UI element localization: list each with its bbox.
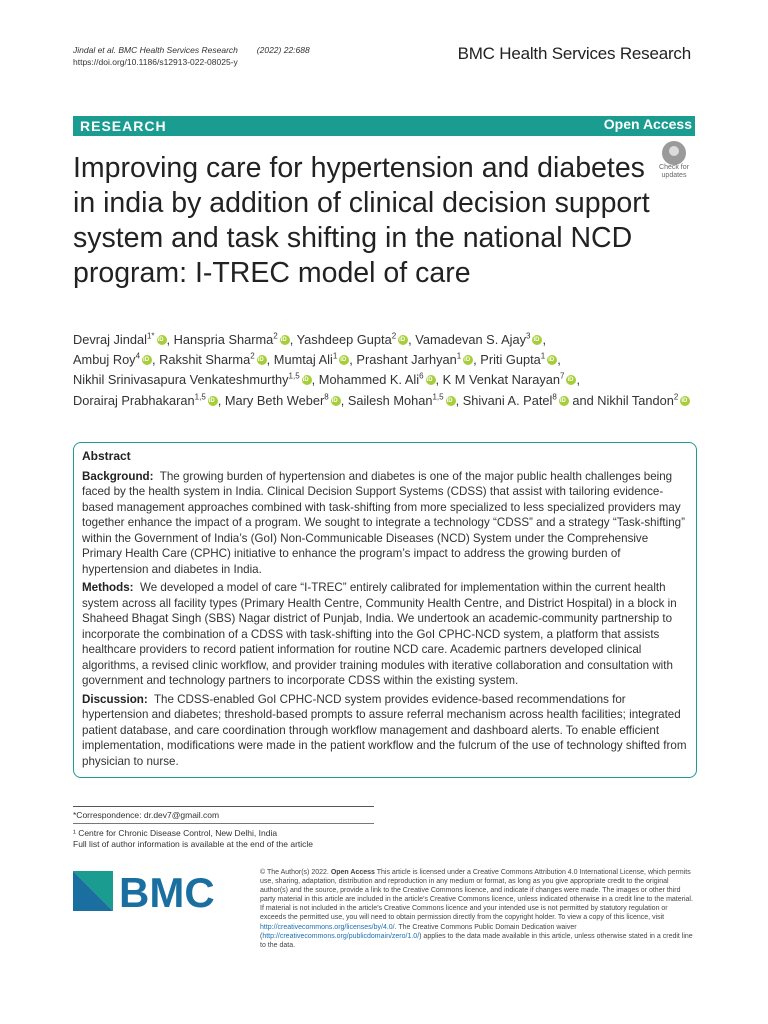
author[interactable]: Shivani A. Patel <box>462 392 553 408</box>
license-open-access: Open Access <box>330 869 375 876</box>
author-affiliation: 1 <box>456 351 462 361</box>
orcid-icon[interactable] <box>426 375 436 385</box>
orcid-icon[interactable] <box>302 375 312 385</box>
abstract-discussion <box>82 692 688 770</box>
author[interactable]: Sailesh Mohan <box>347 392 433 408</box>
orcid-icon[interactable] <box>339 355 349 365</box>
correspondence: *Correspondence: dr.dev7@gmail.com <box>73 810 220 820</box>
license-body-2: . The Creative Commons Public Domain Dedication waiver ( <box>260 923 577 940</box>
author[interactable]: Devraj Jindal <box>73 332 147 347</box>
check-updates-line1: Check for <box>659 164 689 171</box>
author-affiliation: 4 <box>135 351 141 361</box>
background-label: Background: <box>82 469 154 483</box>
license-body: This article is licensed under a Creative Commons Attribution 4.0 International License, which permits use, sharing, adaptation, distribution and reproduction in any medium or format, as long as you give appropriate credit to the original author(s) and the source, provide a link to the Creative Commons licence, and indicate if changes were made. The images or other third party material in this article are included in the article’s Creative Commons licence, unless indicated otherwise in a credit line to the material. If material is not included in the article’s Creative Commons licence and your intended use is not permitted by statutory regulation or exceeds the permitted use, you will need to obtain permission directly from the copyright holder. To view a copy of this licence, visit <box>260 869 693 922</box>
author-affiliation: 1 <box>332 351 338 361</box>
article-type-banner <box>73 116 695 136</box>
orcid-icon[interactable] <box>257 355 267 365</box>
author-affiliation: 1,5 <box>194 392 206 402</box>
orcid-icon[interactable] <box>398 335 408 345</box>
methods-label: Methods: <box>82 581 134 594</box>
author[interactable]: Prashant Jarhyan <box>356 352 457 368</box>
license-link-cc-by[interactable]: http://creativecommons.org/licenses/by/4.0/ <box>260 923 395 931</box>
orcid-icon[interactable] <box>142 355 152 365</box>
orcid-icon[interactable] <box>280 335 290 345</box>
author[interactable]: Rakshit Sharma <box>159 352 251 368</box>
doi-link[interactable]: https://doi.org/10.1186/s12913-022-08025-y <box>73 57 238 67</box>
citation-authors: Jindal et al. <box>73 45 116 55</box>
author-affiliation: 8 <box>552 392 557 402</box>
author[interactable]: Dorairaj Prabhakaran <box>73 392 195 408</box>
author-affiliation: 3 <box>526 331 531 341</box>
citation-header <box>73 44 310 68</box>
orcid-icon[interactable] <box>680 396 690 406</box>
article-title: Improving care for hypertension and diabetes in india by addition of clinical decision support system and task shifting in the national NCD program: I-TREC model of care <box>73 152 650 289</box>
bmc-logo <box>73 871 215 911</box>
license-text <box>260 868 694 950</box>
affiliation: ¹ Centre for Chronic Disease Control, New Delhi, India <box>73 828 278 838</box>
author-affiliation: 2 <box>673 392 679 402</box>
author[interactable]: Mary Beth Weber <box>224 392 325 408</box>
open-access-label: Open Access <box>603 116 692 132</box>
author-info-note: Full list of author information is available at the end of the article <box>73 839 314 849</box>
orcid-icon[interactable] <box>463 355 473 365</box>
author-affiliation: 1 <box>540 351 546 361</box>
background-text: The growing burden of hypertension and diabetes is one of the major public health challenges being faced by the health system in India. Clinical Decision Support Systems (CDSS) that assist with tailoring evidence-based management approaches combined with task-shifting from more specialized to less specialized providers may together enhance the impact of a program. We sought to integrate a technology “CDSS” and a strategy “Task-shifting” within the Government of India’s (GoI) Non-Communicable Diseases (NCD) System under the Comprehensive Primary Health Care (CPHC) initiative to enhance the program’s impact to address the growing burden of hypertension and diabetes in India. <box>82 469 685 576</box>
author[interactable]: Yashdeep Gupta <box>296 332 392 347</box>
abstract-heading: Abstract <box>82 449 131 463</box>
author-affiliation: 7 <box>560 372 565 382</box>
orcid-icon[interactable] <box>446 396 456 406</box>
author[interactable]: Mohammed K. Ali <box>318 372 420 388</box>
abstract-box <box>73 442 697 778</box>
author-affiliation: 8 <box>324 392 329 402</box>
citation-year: (2022) 22:688 <box>256 45 310 55</box>
license-body-3: ) applies to the data made available in this article, unless otherwise stated in a credit line to the data. <box>260 932 693 949</box>
orcid-icon[interactable] <box>559 396 569 406</box>
author-affiliation: 6 <box>419 372 424 382</box>
citation-journal: BMC Health Services Research <box>118 45 238 55</box>
author[interactable]: K M Venkat Narayan <box>442 372 561 388</box>
orcid-icon[interactable] <box>157 335 167 345</box>
orcid-icon[interactable] <box>566 375 576 385</box>
license-link-cc0[interactable]: http://creativecommons.org/publicdomain/zero/1.0/ <box>262 932 420 940</box>
author[interactable]: Vamadevan S. Ajay <box>415 332 527 347</box>
abstract-methods <box>82 580 688 689</box>
check-for-updates-button[interactable] <box>652 141 696 181</box>
author-affiliation: 1,5 <box>432 392 444 402</box>
author-affiliation: 2 <box>250 351 255 361</box>
footnote-divider-2 <box>73 823 374 824</box>
methods-text: We developed a model of care “I-TREC” entirely calibrated for implementation within the current health system across all facility types (Primary Health Centre, Community Health Centre, and District Hospital) in a block in Shaheed Bhagat Singh (SBS) Nagar district of Punjab, India. We undertook an academic-community partnership to incorporate the combination of a CDSS with task-shifting into the GoI CPHC-NCD system, a platform that assists healthcare providers to record patient information for routine NCD care. Academic partners developed clinical algorithms, a revised clinic workflow, and provider training modules with iterative collaboration and consultation with government and technology partners to incorporate CDSS within the existing system. <box>82 581 677 687</box>
orcid-icon[interactable] <box>331 396 341 406</box>
discussion-text: The CDSS-enabled GoI CPHC-NCD system provides evidence-based recommendations for hypertension and diabetes; threshold-based prompts to assure referral mechanism across health facilities; integrated patient database, and care coordination through workflow management and dashboard alerts. To enable efficient implementation, modifications were made in the patient workflow and the fulcrum of the use of technology shifted from physician to nurse. <box>82 692 687 768</box>
check-updates-line2: updates <box>661 172 687 179</box>
author-affiliation: 1* <box>146 331 155 341</box>
footnote-divider <box>73 806 374 807</box>
affiliation-note <box>73 828 313 850</box>
journal-name: BMC Health Services Research <box>457 44 691 63</box>
bmc-logo-text: BMC <box>119 871 215 911</box>
author-affiliation: 2 <box>391 331 397 341</box>
author-affiliation: 2 <box>273 331 278 341</box>
author[interactable]: Nikhil Srinivasapura Venkateshmurthy <box>73 372 289 388</box>
author[interactable]: Ambuj Roy <box>73 352 136 368</box>
article-type: RESEARCH <box>80 118 167 134</box>
author[interactable]: Mumtaj Ali <box>273 352 333 368</box>
author[interactable]: Nikhil Tandon <box>597 392 674 408</box>
discussion-label: Discussion: <box>82 692 148 706</box>
license-copyright: © The Author(s) 2022. <box>260 869 329 876</box>
orcid-icon[interactable] <box>208 396 218 406</box>
check-updates-icon <box>662 141 686 165</box>
author[interactable]: Hanspria Sharma <box>173 332 274 347</box>
author-affiliation: 1,5 <box>288 372 300 382</box>
author-list: Devraj Jindal$^{1*}$iD , Hanspria Sharma$^2$iD , Yashdeep Gupta$^2$iD , Vamadevan S. Ajay$^3$iD , Ambuj Roy$^4$iD , Rakshit Sharma$^2$iD , Mumtaj Ali$^1$iD , Prashant Jarhyan$^1$iD , Priti Gupta$^1$iD , Nikhil Srinivasapura Venkateshmurthy$^{1,5}$iD , Mohammed K. Ali$^6$iD , K M Venkat Narayan$^7$iD , Dorairaj Prabhakaran$^{1,5}$iD , Mary Beth Weber$^8$iD , Sailesh Mohan$^{1,5}$iD , Shivani A. Patel$^8$iD and Nikhil Tandon$^2$iD <box>73 330 698 411</box>
author[interactable]: Priti Gupta <box>480 352 541 368</box>
abstract-background <box>82 469 688 578</box>
orcid-icon[interactable] <box>532 335 542 345</box>
orcid-icon[interactable] <box>547 355 557 365</box>
